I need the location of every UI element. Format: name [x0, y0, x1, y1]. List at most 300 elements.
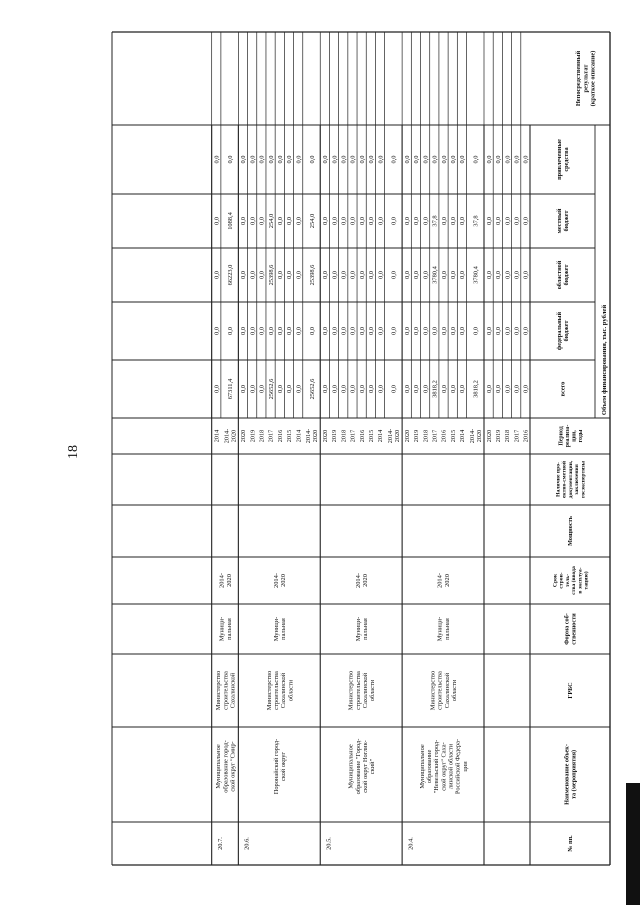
item-row-federal	[404, 327, 411, 335]
carryover-row-year-line: 2018	[504, 429, 512, 443]
page-number: 18	[66, 445, 81, 459]
carryover-row-other	[523, 156, 530, 164]
item-row-year	[240, 430, 247, 442]
item-row-total-line: 25652,6	[308, 378, 316, 400]
item-row-other-line: 0,0	[449, 155, 457, 164]
item-row-total-line: 0,0	[331, 385, 339, 393]
item-name-line: ской округ	[280, 751, 288, 782]
item-grbs-line: Министерство	[265, 670, 273, 711]
item-row-total-line: 0,0	[377, 385, 385, 393]
carryover-row-local	[495, 217, 502, 225]
item-grbs-line: строительства	[222, 671, 230, 710]
header-project-docs	[555, 460, 586, 498]
carryover-row-other-line: 0,0	[495, 155, 503, 164]
item-row-total-line: 3818,2	[472, 380, 480, 398]
item-row-other-line: 0,0	[472, 155, 480, 164]
header-regional	[556, 260, 570, 289]
carryover-row-other-line: 0,0	[522, 155, 530, 164]
item-row-federal-line: 0,0	[322, 327, 330, 335]
item-row-regional-line: 0,0	[249, 271, 257, 279]
item-row-total	[240, 385, 247, 393]
header-local	[556, 208, 570, 233]
item-row-other	[295, 156, 302, 164]
item-row-local-line: 0,0	[240, 217, 248, 225]
item-row-regional-line: 0,0	[403, 271, 411, 279]
item-row-local-line: 37,8	[431, 215, 439, 227]
item-row-year	[359, 430, 366, 442]
carryover-row-local-line: 0,0	[522, 217, 530, 225]
item-row-federal-line: 0,0	[295, 327, 303, 335]
item-row-total-line: 0,0	[368, 385, 376, 393]
item-row-other	[459, 156, 466, 164]
item-name-line: образование город-	[222, 740, 230, 793]
item-row-year-line: 2015	[449, 429, 457, 443]
carryover-row-other	[495, 156, 502, 164]
item-term	[273, 573, 287, 588]
header-project-docs-line: Наличие про-	[555, 462, 562, 497]
item-row-local-line: 0,0	[249, 217, 257, 225]
item-row-other-line: 0,0	[331, 155, 339, 164]
item-name	[215, 740, 236, 792]
item-row-year-line: 2018	[340, 429, 348, 443]
item-row-year-line: 2020	[312, 429, 320, 443]
item-number	[407, 837, 414, 850]
item-row-other	[331, 156, 338, 164]
carryover-row-total	[513, 385, 520, 393]
carryover-row-federal	[504, 327, 511, 335]
header-term-line: в эксплуа-	[577, 567, 584, 594]
item-row-year	[223, 429, 237, 443]
item-row-other-line: 0,0	[413, 155, 421, 164]
item-row-local-line: 254,0	[267, 213, 275, 229]
item-row-local	[295, 217, 302, 225]
header-ownership	[564, 613, 578, 645]
item-row-regional	[286, 271, 293, 279]
item-row-local-line: 0,0	[277, 217, 284, 225]
item-row-local	[432, 215, 439, 226]
carryover-row-local	[504, 217, 511, 225]
item-row-other-line: 0,0	[286, 155, 294, 164]
carryover-row-total	[504, 385, 511, 393]
item-row-other-line: 0,0	[267, 155, 275, 164]
item-row-year	[459, 430, 466, 442]
item-row-federal	[249, 327, 256, 335]
carryover-row-federal	[495, 327, 502, 335]
item-row-regional	[214, 271, 221, 279]
item-name-line: ский"	[369, 758, 377, 775]
item-row-local-line: 0,0	[403, 217, 411, 225]
item-row-federal	[259, 327, 266, 335]
item-row-year	[340, 430, 347, 442]
item-row-regional-line: 0,0	[240, 271, 248, 279]
item-row-year-line: 2016	[276, 429, 284, 443]
item-term-line: 2020	[362, 574, 370, 587]
item-number	[325, 837, 332, 850]
header-period-line: Период	[558, 426, 565, 446]
item-row-local	[214, 217, 221, 225]
carryover-row-total	[523, 385, 530, 393]
item-term-line: 2014-	[436, 573, 444, 588]
item-row-federal-line: 0,0	[390, 327, 398, 335]
item-row-year-line: 2014	[295, 429, 303, 443]
item-name-line: Муниципальное	[215, 744, 223, 789]
item-row-federal	[391, 327, 398, 335]
item-row-local-line: 37,8	[472, 215, 480, 227]
item-number-line: 20.4.	[407, 837, 415, 850]
item-row-local-line: 0,0	[358, 217, 366, 225]
item-term-line: 2020	[280, 574, 288, 587]
item-row-regional-line: 0,0	[368, 271, 376, 279]
item-row-other	[259, 156, 266, 164]
item-row-total	[295, 385, 302, 393]
item-row-year-line: 2019	[331, 429, 339, 443]
item-row-regional	[441, 271, 448, 279]
item-row-regional-line: 0,0	[295, 271, 303, 279]
item-row-year	[331, 430, 338, 442]
item-grbs-line: Сахалинской	[280, 672, 288, 709]
item-row-total	[286, 385, 293, 393]
item-row-federal	[413, 327, 420, 335]
item-row-year-line: 2014-	[223, 428, 231, 444]
carryover-row-regional-line: 0,0	[504, 271, 512, 279]
header-regional-line: бюджет	[563, 264, 571, 286]
carryover-row-federal	[513, 327, 520, 335]
item-row-other	[277, 156, 284, 164]
carryover-row-total-line: 0,0	[522, 385, 530, 393]
item-row-local	[331, 217, 338, 225]
item-row-regional	[422, 271, 429, 279]
item-row-total-line: 0,0	[213, 385, 221, 393]
header-regional-line: областной	[556, 260, 564, 290]
item-row-year-line: 2014-	[468, 428, 476, 444]
item-row-year	[404, 430, 411, 442]
item-row-federal	[331, 327, 338, 335]
item-number	[217, 837, 224, 850]
item-row-year-line: 2014-	[305, 428, 313, 444]
item-row-local-line: 0,0	[449, 217, 457, 225]
item-row-federal-line: 0,0	[422, 327, 430, 335]
item-row-other	[413, 156, 420, 164]
item-row-local	[459, 217, 466, 225]
item-row-other	[368, 156, 375, 164]
item-row-other-line: 0,0	[368, 155, 376, 164]
item-row-regional-line: 0,0	[358, 271, 366, 279]
item-row-year	[422, 430, 429, 442]
item-row-total-line: 0,0	[459, 385, 467, 393]
item-row-year-line: 2020	[230, 429, 238, 443]
item-term	[437, 573, 451, 588]
item-row-other-line: 0,0	[295, 155, 303, 164]
item-row-year	[213, 430, 220, 442]
item-row-year	[377, 430, 384, 442]
item-row-regional	[249, 271, 256, 279]
item-row-year-line: 2016	[358, 429, 366, 443]
carryover-row-local	[523, 217, 530, 225]
item-row-other-line: 0,0	[431, 155, 439, 164]
item-row-other-line: 0,0	[322, 155, 330, 164]
item-ownership	[437, 617, 451, 642]
header-term-line: тель-	[564, 573, 571, 588]
item-row-federal	[432, 327, 439, 335]
item-row-other	[227, 156, 234, 164]
carryover-row-other-line: 0,0	[485, 155, 493, 164]
item-grbs-line: строительства	[436, 671, 444, 710]
item-row-local	[227, 211, 234, 229]
item-row-other-line: 0,0	[403, 155, 411, 164]
item-row-local-line: 1088,4	[226, 212, 234, 230]
carryover-row-total-line: 0,0	[485, 385, 493, 393]
item-row-total-line: 0,0	[413, 385, 421, 393]
item-row-total-line: 0,0	[322, 385, 330, 393]
item-row-local	[277, 217, 284, 225]
item-row-local	[359, 217, 366, 225]
item-row-regional	[391, 271, 398, 279]
item-row-year-line: 2014	[213, 429, 221, 443]
header-term-line: Срок	[552, 573, 559, 588]
item-row-federal	[322, 327, 329, 335]
item-row-other	[450, 156, 457, 164]
carryover-row-other	[513, 156, 520, 164]
item-row-total-line: 67311,4	[226, 378, 234, 400]
item-row-regional	[322, 271, 329, 279]
header-project-docs-line: документации,	[567, 460, 574, 499]
item-row-federal	[359, 327, 366, 335]
item-row-regional-line: 0,0	[349, 271, 357, 279]
carryover-row-total-line: 0,0	[513, 385, 521, 393]
item-row-total-line: 0,0	[240, 385, 248, 393]
item-grbs-line: Министерство	[347, 670, 355, 711]
item-row-local	[368, 217, 375, 225]
header-name	[564, 744, 578, 805]
item-row-other-line: 0,0	[349, 155, 357, 164]
item-row-local-line: 0,0	[331, 217, 339, 225]
item-row-local	[404, 217, 411, 225]
item-row-local-line: 0,0	[413, 217, 421, 225]
header-other-line: средства	[563, 147, 571, 172]
item-row-regional	[268, 265, 275, 286]
item-row-federal-line: 0,0	[267, 327, 275, 335]
item-grbs-line: области	[369, 679, 377, 702]
item-name-line: ской округ "Смир-	[229, 741, 237, 792]
item-ownership-line: пальная	[280, 618, 288, 640]
item-row-total	[249, 385, 256, 393]
item-row-federal-line: 0,0	[213, 327, 221, 335]
item-row-local	[240, 217, 247, 225]
header-funding-group-line: Объем финансирования, тыс. рублей	[600, 304, 608, 416]
item-ownership-line: Муници-	[218, 616, 226, 642]
item-ownership-line: Муници-	[272, 616, 280, 642]
item-row-regional-line: 3780,4	[472, 266, 480, 284]
item-grbs-line: области	[451, 679, 459, 702]
item-row-total-line: 0,0	[286, 385, 294, 393]
item-name-line: Муниципальное	[418, 744, 426, 789]
item-row-local	[259, 217, 266, 225]
item-row-total	[450, 385, 457, 393]
item-row-local	[377, 217, 384, 225]
item-row-other-line: 0,0	[258, 155, 266, 164]
carryover-row-total	[486, 385, 493, 393]
item-row-federal	[450, 327, 457, 335]
item-row-regional	[359, 271, 366, 279]
item-row-year	[413, 430, 420, 442]
item-row-regional	[259, 271, 266, 279]
item-row-regional-line: 0,0	[459, 271, 467, 279]
item-name-line: образование	[425, 749, 433, 784]
item-row-other-line: 0,0	[422, 155, 430, 164]
item-number	[244, 837, 251, 850]
item-row-year	[277, 430, 284, 442]
item-row-regional-line: 0,0	[449, 271, 457, 279]
item-term-line: 2020	[225, 574, 233, 587]
item-row-year-line: 2020	[240, 429, 248, 443]
item-row-federal-line: 0,0	[349, 327, 357, 335]
item-row-regional-line: 0,0	[422, 271, 430, 279]
item-row-local-line: 0,0	[286, 217, 294, 225]
carryover-row-year	[523, 430, 530, 442]
carryover-row-year	[513, 430, 520, 442]
item-row-local-line: 0,0	[258, 217, 266, 225]
item-row-year-line: 2015	[368, 429, 376, 443]
item-row-other	[473, 156, 480, 164]
header-period-line: годы	[577, 429, 584, 443]
item-ownership-line: пальная	[443, 618, 451, 640]
item-row-other-line: 0,0	[213, 155, 221, 164]
carryover-row-federal-line: 0,0	[485, 327, 493, 335]
item-row-regional-line: 0,0	[277, 271, 284, 279]
item-row-federal-line: 0,0	[440, 327, 448, 335]
item-name-line: ции	[461, 761, 469, 772]
item-row-local-line: 0,0	[213, 217, 221, 225]
item-row-local	[391, 217, 398, 225]
item-grbs-line: Министерство	[429, 670, 437, 711]
item-row-local	[322, 217, 329, 225]
item-row-other	[359, 156, 366, 164]
carryover-row-total	[495, 385, 502, 393]
item-row-federal-line: 0,0	[258, 327, 266, 335]
item-row-other	[214, 156, 221, 164]
item-row-regional-line: 0,0	[286, 271, 294, 279]
item-row-federal-line: 0,0	[226, 327, 234, 335]
scan-edge-mark	[626, 783, 640, 905]
item-row-other-line: 0,0	[277, 155, 284, 164]
item-name-line: Муниципальное	[347, 744, 355, 789]
carryover-row-other	[504, 156, 511, 164]
item-row-local-line: 0,0	[422, 217, 430, 225]
item-row-regional	[331, 271, 338, 279]
header-project-docs-line: заключения	[574, 464, 581, 495]
item-row-federal	[240, 327, 247, 335]
carryover-row-year-line: 2019	[494, 429, 502, 443]
item-row-federal	[340, 327, 347, 335]
item-row-federal-line: 0,0	[377, 327, 385, 335]
item-row-total-line: 0,0	[258, 385, 266, 393]
item-row-other	[322, 156, 329, 164]
header-total	[560, 382, 567, 397]
item-row-total-line: 3818,2	[431, 380, 439, 398]
item-row-regional-line: 25398,6	[308, 264, 316, 286]
header-number	[567, 835, 574, 852]
item-ownership	[273, 617, 287, 642]
item-row-federal	[268, 327, 275, 335]
carryover-row-federal-line: 0,0	[495, 327, 503, 335]
item-row-total	[259, 385, 266, 393]
item-row-regional-line: 0,0	[377, 271, 385, 279]
item-row-total	[391, 385, 398, 393]
item-row-regional	[309, 265, 316, 286]
header-term-line: ства (ввода	[571, 566, 578, 595]
item-row-local-line: 0,0	[349, 217, 357, 225]
item-row-regional	[227, 265, 234, 286]
item-row-federal	[227, 327, 234, 335]
item-row-total-line: 0,0	[358, 385, 366, 393]
item-term	[219, 573, 233, 588]
item-row-other	[240, 156, 247, 164]
item-row-local-line: 0,0	[390, 217, 398, 225]
item-row-total-line: 0,0	[349, 385, 357, 393]
item-row-federal-line: 0,0	[286, 327, 294, 335]
item-row-total	[459, 385, 466, 393]
item-row-year	[387, 429, 401, 443]
item-name-line: Поронайский город-	[272, 738, 280, 795]
item-row-federal-line: 0,0	[358, 327, 366, 335]
header-term-line: тацию)	[583, 571, 590, 590]
item-row-federal-line: 0,0	[413, 327, 421, 335]
item-row-local-line: 0,0	[459, 217, 467, 225]
carryover-row-regional-line: 0,0	[513, 271, 521, 279]
item-row-regional-line: 0,0	[390, 271, 398, 279]
item-number-line: 20.6.	[243, 837, 251, 850]
item-ownership	[219, 617, 233, 642]
carryover-row-year	[495, 430, 502, 442]
carryover-row-year-line: 2016	[522, 429, 530, 443]
item-row-total	[277, 385, 284, 393]
item-row-federal	[441, 327, 448, 335]
item-row-regional	[240, 271, 247, 279]
item-row-other-line: 0,0	[226, 155, 234, 164]
item-row-local	[450, 217, 457, 225]
item-row-total	[227, 378, 234, 399]
item-row-total-line: 0,0	[403, 385, 411, 393]
item-name-line: образование "Город-	[354, 738, 362, 795]
item-row-total	[268, 379, 275, 400]
item-row-year-line: 2019	[249, 429, 257, 443]
item-row-federal	[295, 327, 302, 335]
item-grbs-line: Сахалинской	[443, 672, 451, 709]
header-project-docs-line: госэкспертизы	[580, 460, 587, 499]
item-row-federal-line: 0,0	[403, 327, 411, 335]
item-row-other-line: 0,0	[240, 155, 248, 164]
item-row-local	[268, 214, 275, 228]
item-grbs-line: строительства	[272, 671, 280, 710]
carryover-row-federal-line: 0,0	[513, 327, 521, 335]
item-row-year-line: 2017	[349, 429, 357, 443]
item-row-regional	[377, 271, 384, 279]
header-name-line: Наименование объек-	[563, 744, 571, 805]
item-row-total	[309, 379, 316, 400]
item-name-line: "Невельский город-	[433, 739, 441, 794]
item-row-local-line: 0,0	[340, 217, 348, 225]
item-row-federal-line: 0,0	[368, 327, 376, 335]
item-row-year	[305, 429, 319, 443]
item-term	[355, 573, 369, 588]
carryover-row-federal	[486, 327, 493, 335]
item-row-other	[432, 156, 439, 164]
item-name-line: ской округ" Саха-	[440, 742, 448, 791]
item-row-year-line: 2018	[258, 429, 266, 443]
carryover-row-local-line: 0,0	[495, 217, 503, 225]
item-row-year	[441, 430, 448, 442]
carryover-row-local-line: 0,0	[513, 217, 521, 225]
